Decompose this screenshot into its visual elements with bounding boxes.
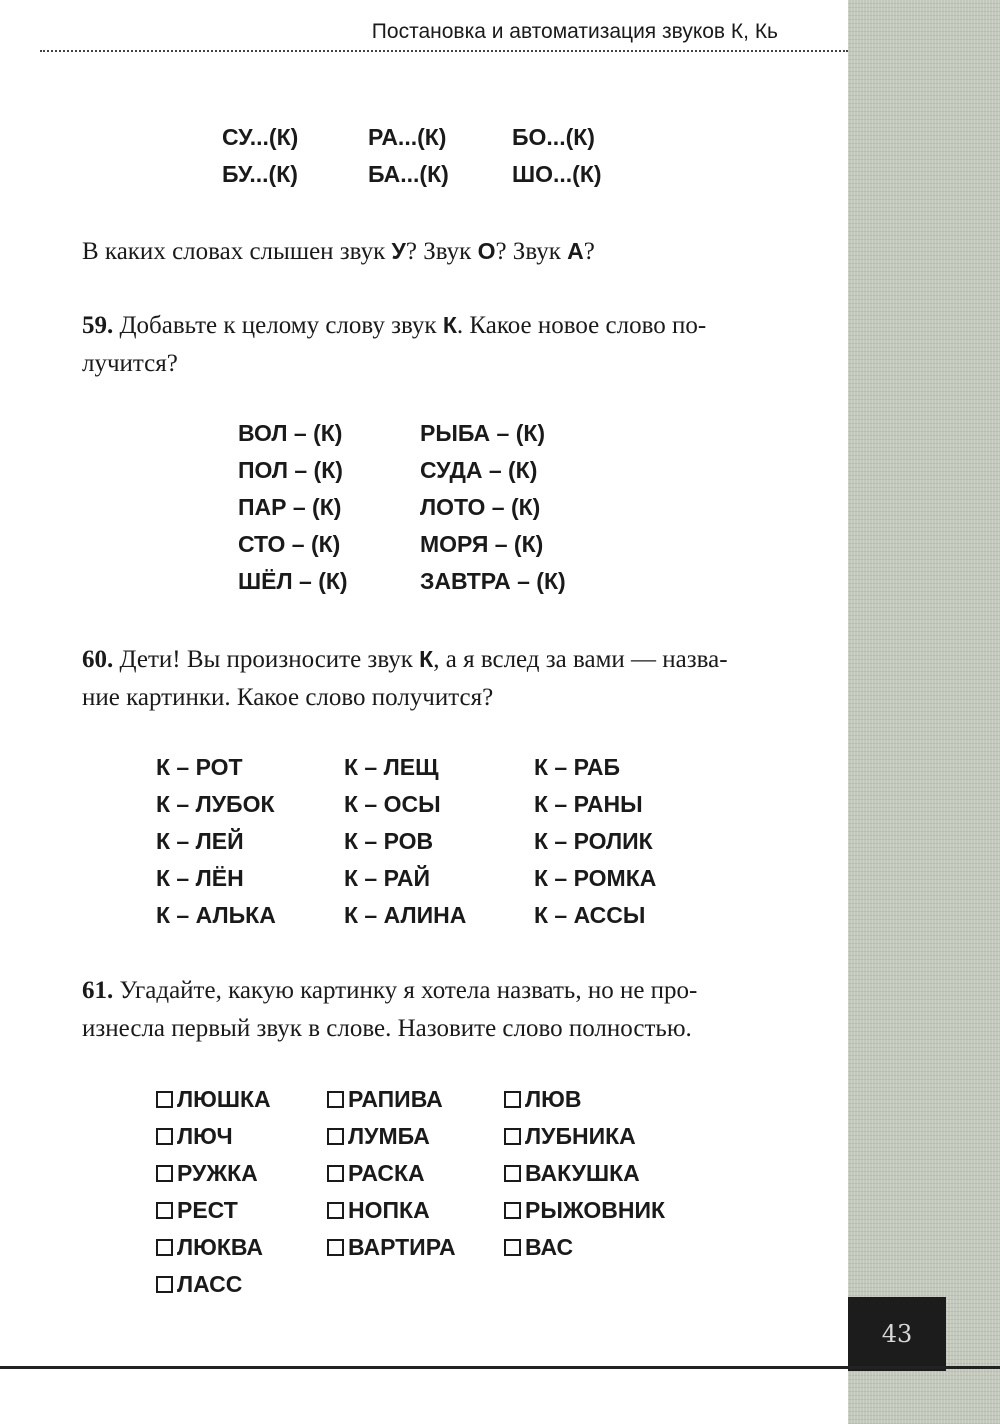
ex61-word-text: ЛЮВ xyxy=(525,1086,582,1112)
decorative-side-strip xyxy=(848,0,1000,1424)
ex61-word-text: РЕСТ xyxy=(177,1197,238,1223)
ex58-word xyxy=(222,161,298,188)
ex60-text-c: ние картинки. Какое слово получится? xyxy=(82,684,494,711)
ex60-word xyxy=(156,754,243,781)
ex60-word-text: К – ОСЫ xyxy=(344,791,441,817)
ex61-word-text: ВАРТИРА xyxy=(348,1234,456,1260)
ex59-word-text: ЛОТО – (К) xyxy=(420,494,541,520)
ex60-word xyxy=(534,902,645,929)
ex61-word-text: ВАКУШКА xyxy=(525,1160,640,1186)
ex61-word xyxy=(504,1123,636,1150)
checkbox-square-icon xyxy=(156,1276,173,1293)
ex59-instruction xyxy=(82,306,782,383)
ex60-word xyxy=(534,865,656,892)
ex61-word-text: РЫЖОВНИК xyxy=(525,1197,666,1223)
ex61-word xyxy=(327,1123,430,1150)
ex59-sound: К xyxy=(442,312,457,338)
ex61-word-text: ЛУБНИКА xyxy=(525,1123,636,1149)
ex61-word-text: ЛАСС xyxy=(177,1271,243,1297)
checkbox-square-icon xyxy=(156,1091,173,1108)
ex61-word xyxy=(327,1197,430,1224)
ex58-word xyxy=(368,124,446,151)
ex59-text-b: . Какое новое слово по- xyxy=(456,312,707,339)
page-number-box xyxy=(848,1297,946,1371)
ex58-word xyxy=(222,124,298,151)
ex61-word xyxy=(156,1234,263,1261)
ex60-word xyxy=(534,754,620,781)
ex60-word-text: К – ЛЕЩ xyxy=(344,754,439,780)
checkbox-square-icon xyxy=(504,1239,521,1256)
ex60-word xyxy=(344,828,433,855)
ex61-text-b: изнесла первый звук в слове. Назовите слово полностью. xyxy=(82,1015,692,1042)
checkbox-square-icon xyxy=(504,1128,521,1145)
ex61-word xyxy=(504,1086,581,1113)
ex61-word-text: ЛЮШКА xyxy=(177,1086,271,1112)
ex60-word-text: К – РАЙ xyxy=(344,865,431,891)
ex58-word-text: БУ...(К) xyxy=(222,161,298,187)
ex59-word-text: ШЁЛ – (К) xyxy=(238,568,348,594)
ex59-word xyxy=(420,531,543,558)
ex60-word xyxy=(156,828,244,855)
ex58-word xyxy=(512,124,595,151)
ex61-word-text: НОПКА xyxy=(348,1197,430,1223)
ex60-word xyxy=(156,865,244,892)
ex61-word xyxy=(504,1197,665,1224)
ex60-word-text: К – ЛЕЙ xyxy=(156,828,244,854)
ex59-word-text: СТО – (К) xyxy=(238,531,341,557)
ex58-word xyxy=(512,161,602,188)
ex59-text-a: Добавьте к целому слову звук xyxy=(113,312,443,339)
ex60-word xyxy=(344,754,439,781)
ex60-word-text: К – РОТ xyxy=(156,754,243,780)
ex60-instruction xyxy=(82,640,782,717)
ex60-number: 60. xyxy=(82,646,114,673)
ex61-word-text: РУЖКА xyxy=(177,1160,258,1186)
ex60-word-text: К – ЛЁН xyxy=(156,865,244,891)
ex60-text-b: , а я вслед за вами — назва- xyxy=(433,646,728,673)
ex59-word xyxy=(420,420,545,447)
ex60-word-text: К – РОВ xyxy=(344,828,434,854)
ex58-word-text: ШО...(К) xyxy=(512,161,602,187)
running-header xyxy=(40,18,848,52)
ex61-word xyxy=(504,1160,640,1187)
ex59-word-text: СУДА – (К) xyxy=(420,457,538,483)
ex61-word-text: ЛУМБА xyxy=(348,1123,430,1149)
ex59-word-text: ПАР – (К) xyxy=(238,494,342,520)
ex61-word xyxy=(327,1234,456,1261)
ex61-text-a: Угадайте, какую картинку я хотела назвать, но не про- xyxy=(113,977,698,1004)
ex60-word-text: К – РАБ xyxy=(534,754,621,780)
ex59-word-text: ЗАВТРА – (К) xyxy=(420,568,566,594)
page-number: 43 xyxy=(881,1320,913,1348)
ex58-question-text-c: ? Звук xyxy=(495,238,568,265)
ex59-word xyxy=(420,457,537,484)
ex60-word-text: К – АЛЬКА xyxy=(156,902,276,928)
ex60-sound: К xyxy=(419,646,434,672)
checkbox-square-icon xyxy=(327,1239,344,1256)
ex61-word xyxy=(504,1234,573,1261)
ex60-word-text: К – АССЫ xyxy=(534,902,646,928)
ex60-word-text: К – РОЛИК xyxy=(534,828,653,854)
ex58-sound-o: О xyxy=(477,238,496,264)
ex60-text-a: Дети! Вы произносите звук xyxy=(113,646,420,673)
ex60-word-text: К – РАНЫ xyxy=(534,791,643,817)
ex59-word-text: ПОЛ – (К) xyxy=(238,457,343,483)
ex58-sound-a: А xyxy=(567,238,584,264)
checkbox-square-icon xyxy=(327,1202,344,1219)
ex58-question xyxy=(82,232,782,271)
checkbox-square-icon xyxy=(327,1091,344,1108)
ex58-sound-u: У xyxy=(391,238,406,264)
ex58-question-text-a: В каких словах слышен звук xyxy=(82,238,392,265)
ex59-word xyxy=(420,568,566,595)
ex61-word xyxy=(156,1086,271,1113)
header-title: Постановка и автоматизация звуков К, Кь xyxy=(371,20,778,43)
ex59-word xyxy=(238,420,342,447)
ex59-word xyxy=(238,568,348,595)
ex60-word xyxy=(156,902,276,929)
checkbox-square-icon xyxy=(156,1239,173,1256)
ex58-question-text-d: ? xyxy=(583,238,595,265)
ex61-word-text: ВАС xyxy=(525,1234,574,1260)
ex61-word xyxy=(327,1086,443,1113)
ex58-word-text: БО...(К) xyxy=(512,124,595,150)
ex60-word xyxy=(534,828,653,855)
ex60-word xyxy=(156,791,275,818)
checkbox-square-icon xyxy=(156,1165,173,1182)
ex60-word-text: К – РОМКА xyxy=(534,865,657,891)
ex59-text-c: лучится? xyxy=(82,350,178,377)
ex61-word xyxy=(156,1123,233,1150)
ex61-word xyxy=(327,1160,425,1187)
ex61-word-text: РАСКА xyxy=(348,1160,425,1186)
ex59-word xyxy=(238,494,341,521)
ex59-word-text: ВОЛ – (К) xyxy=(238,420,343,446)
checkbox-square-icon xyxy=(504,1091,521,1108)
checkbox-square-icon xyxy=(504,1202,521,1219)
ex60-word xyxy=(344,865,430,892)
ex60-word xyxy=(344,902,466,929)
ex58-question-text-b: ? Звук xyxy=(405,238,478,265)
bottom-rule xyxy=(0,1366,1000,1369)
ex60-word-text: К – ЛУБОК xyxy=(156,791,275,817)
ex59-word xyxy=(238,531,340,558)
ex58-word-text: СУ...(К) xyxy=(222,124,299,150)
ex61-word xyxy=(156,1160,258,1187)
ex58-word xyxy=(368,161,449,188)
ex60-word-text: К – АЛИНА xyxy=(344,902,467,928)
ex61-word-text: ЛЮКВА xyxy=(177,1234,263,1260)
ex59-word xyxy=(238,457,343,484)
checkbox-square-icon xyxy=(327,1128,344,1145)
ex58-word-text: БА...(К) xyxy=(368,161,449,187)
ex61-instruction xyxy=(82,972,782,1048)
ex60-word xyxy=(534,791,643,818)
checkbox-square-icon xyxy=(156,1202,173,1219)
ex59-word-text: РЫБА – (К) xyxy=(420,420,546,446)
ex61-number: 61. xyxy=(82,977,114,1004)
checkbox-square-icon xyxy=(504,1165,521,1182)
ex59-number: 59. xyxy=(82,312,114,339)
ex61-word-text: РАПИВА xyxy=(348,1086,443,1112)
ex59-word xyxy=(420,494,540,521)
ex60-word xyxy=(344,791,441,818)
ex61-word-text: ЛЮЧ xyxy=(177,1123,233,1149)
checkbox-square-icon xyxy=(327,1165,344,1182)
ex61-word xyxy=(156,1197,238,1224)
ex59-word-text: МОРЯ – (К) xyxy=(420,531,544,557)
ex61-word xyxy=(156,1271,242,1298)
ex58-word-text: РА...(К) xyxy=(368,124,447,150)
checkbox-square-icon xyxy=(156,1128,173,1145)
